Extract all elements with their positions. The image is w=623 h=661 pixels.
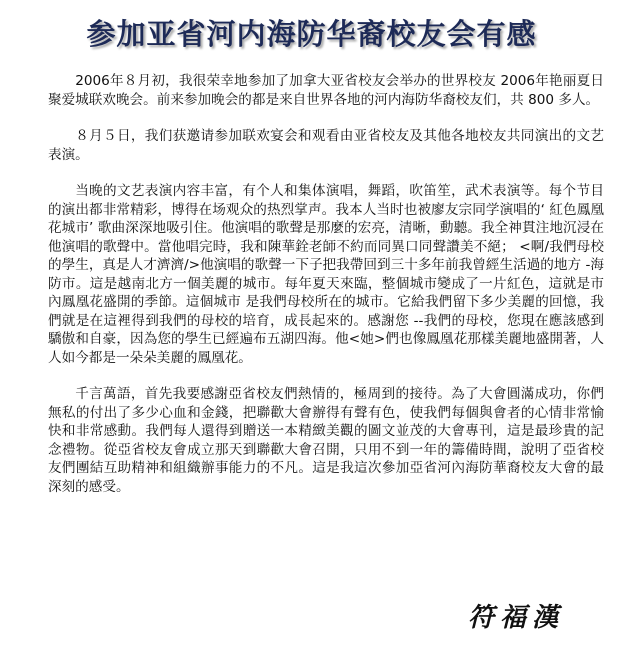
article-body (48, 72, 604, 514)
paragraph-intro: 2006年８月初，我很荣幸地参加了加拿大亚省校友会举办的世界校友 2006年艳丽夏日聚爱城联欢晚会。前来参加晚会的都是来自世界各地的河内海防华裔校友们，共 800 多人。 (48, 73, 604, 108)
paragraph-performance: 当晚的文艺表演内容丰富，有个人和集体演唱，舞蹈，吹笛笙，武术表演等。每个节目的演出都非常精彩，博得在场观众的热烈掌声。我本人当时也被廖友宗同学演唱的‘ 紅色鳳凰花城市’ 歌曲深深地吸引住。他演唱的歌聲是那麼的宏亮，清晰，動聽。我全神貫注地沉浸在他演唱的歌聲中。當他唱完時，我和陳華銓老師不約而同異口同聲讚美不絕； <啊/我們母校的學生，真是人才濟濟/>他演唱的歌聲一下子把我帶回到三十多年前我曾經生活過的地方 -海防市。這是越南北方一個美麗的城市。每年夏天來臨，整個城市變成了一片紅色，這就是市內鳳凰花盛開的季節。這個城市 是我們母校所在的城市。它給我們留下多少美麗的回憶，我們就是在這裡得到我們的母校的培育，成長起來的。感謝您 --我們的母校，您現在應該感到驕傲和自豪，因為您的學生已經遍布五湖四海。他<她>們也像鳳凰花那樣美麗地盛開著，人人如今都是一朵朵美麗的鳳凰花。 (48, 183, 604, 366)
paragraph-thanks: 千言萬語，首先我要感謝亞省校友們熱情的，極周到的接待。為了大會圓滿成功，你們無私的付出了多少心血和金錢，把聯歡大會辦得有聲有色，使我們每個與會者的心情非常愉快和非常感動。我們每人還得到贈送一本精緻美觀的圖文並茂的大會專刊，這是最珍貴的記念禮物。從亞省校友會成立那天到聯歡大會召開，只用不到一年的籌備時間，說明了亞省校友們團結互助精神和組織辦事能力的不凡。這是我這次參加亞省河內海防華裔校友大會的最深刻的感受。 (48, 386, 604, 495)
author-signature: 符福漢 (468, 603, 565, 633)
article-title: 参加亚省河内海防华裔校友会有感 (86, 17, 537, 51)
paragraph-invitation: ８月５日，我们获邀请参加联欢宴会和观看由亚省校友及其他各地校友共同演出的文艺表演。 (48, 128, 604, 163)
